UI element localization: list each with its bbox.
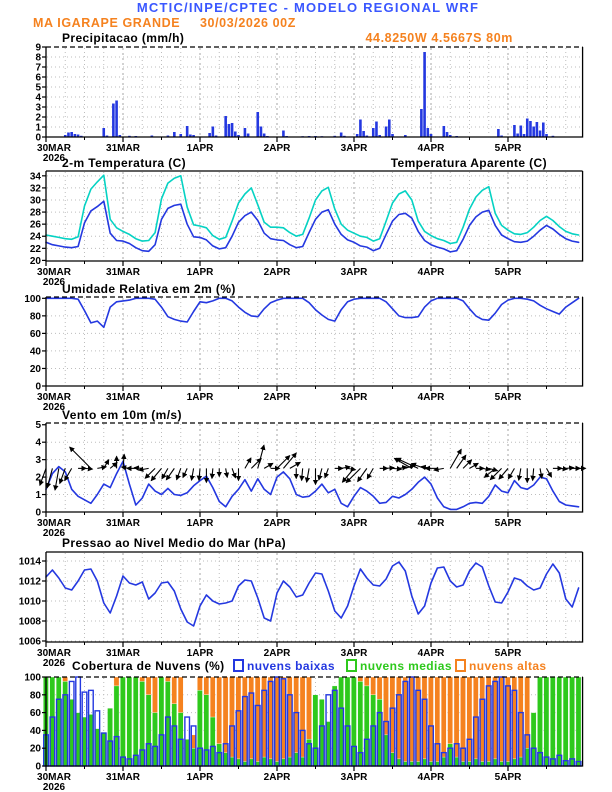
y-tick-label: 20 (29, 363, 41, 375)
cloud-bar-mid (569, 677, 574, 766)
model-run-datetime: 30/03/2026 00Z (200, 16, 296, 30)
x-tick-label: 4APR (417, 518, 445, 529)
precip-bar (526, 119, 529, 138)
wind-arrow (191, 468, 193, 480)
y-tick-label: 8 (35, 52, 41, 64)
x-tick-label: 2APR (263, 772, 291, 783)
y-tick-label: 5 (35, 420, 41, 432)
x-tick-label: 2APR (263, 392, 291, 403)
wind-arrow (325, 468, 328, 477)
x-tick-label: 30MAR (37, 143, 71, 154)
precip-bar (532, 127, 535, 138)
precip-bar (234, 132, 237, 138)
y-tick-label: 0 (35, 761, 41, 773)
precip-bar (212, 127, 215, 138)
precip-bar (385, 127, 388, 138)
wind-arrow (277, 456, 290, 469)
x-tick-label: 3APR (340, 518, 368, 529)
precip-bar (359, 120, 362, 138)
x-axis-year-label: 2026 (42, 277, 66, 288)
wind-arrow (134, 468, 142, 469)
y-tick-label: 60 (29, 708, 41, 720)
wind-arrow (47, 468, 52, 487)
precip-bar (542, 123, 545, 138)
x-axis-year-label: 2026 (42, 402, 66, 413)
precip-bar (282, 131, 285, 138)
series-line (46, 298, 579, 327)
x-tick-label: 2APR (263, 143, 291, 154)
precip-bar (420, 109, 423, 137)
precip-bar (186, 126, 189, 137)
precip-bar (388, 120, 391, 138)
y-tick-label: 9 (35, 42, 41, 54)
cloud-bar-mid (127, 677, 132, 766)
y-tick-label: 40 (29, 346, 41, 358)
x-tick-label: 4APR (417, 143, 445, 154)
precip-bar (112, 104, 115, 138)
y-tick-label: 1008 (18, 616, 41, 628)
y-tick-label: 32 (29, 183, 41, 195)
series-line (46, 562, 579, 626)
y-tick-label: 1012 (18, 576, 41, 588)
precip-bar (497, 129, 500, 137)
cloud-bar-mid (133, 677, 138, 766)
y-tick-label: 3 (35, 455, 41, 467)
y-tick-label: 1014 (18, 556, 41, 568)
y-tick-label: 100 (24, 672, 41, 684)
y-tick-label: 20 (29, 743, 41, 755)
series-line (46, 461, 579, 509)
y-tick-label: 40 (29, 725, 41, 737)
legend-label-low-clouds: nuvens baixas (247, 659, 335, 673)
y-tick-label: 1 (35, 490, 41, 502)
y-tick-label: 7 (35, 62, 41, 74)
wind-arrow (226, 468, 228, 477)
x-axis-year-label: 2026 (42, 153, 66, 164)
precip-bar (375, 122, 378, 138)
x-tick-label: 31MAR (106, 143, 140, 154)
panel-title-humidity: Umidade Relativa em 2m (%) (62, 282, 236, 296)
precip-bar (362, 131, 365, 137)
cloud-bar-mid (576, 677, 581, 766)
wind-arrow (463, 460, 471, 468)
y-tick-label: 100 (24, 293, 41, 305)
wind-arrow (70, 447, 91, 468)
legend-swatch-mid-clouds-icon (347, 660, 356, 671)
panel-title-clouds: Cobertura de Nuvens (%) (72, 659, 225, 673)
y-tick-label: 4 (35, 92, 41, 104)
y-tick-label: 1006 (18, 636, 41, 648)
wind-arrow (450, 449, 461, 468)
x-axis-year-label: 2026 (42, 658, 66, 669)
x-tick-label: 30MAR (37, 648, 71, 659)
x-tick-label: 3APR (340, 267, 368, 278)
x-axis-year-label: 2026 (42, 782, 66, 792)
wind-arrow (519, 468, 521, 480)
precip-bar (67, 133, 70, 138)
y-tick-label: 1 (35, 122, 41, 134)
wind-arrow (177, 468, 181, 479)
y-tick-label: 34 (29, 171, 41, 183)
wind-arrow (212, 468, 213, 478)
precip-bar (536, 122, 539, 137)
y-tick-label: 4 (35, 437, 41, 449)
x-tick-label: 31MAR (106, 392, 140, 403)
wind-arrow (110, 463, 117, 469)
wind-arrow (307, 468, 309, 482)
precip-bar (426, 128, 429, 137)
precip-bar (228, 124, 231, 137)
wind-arrow (348, 468, 356, 469)
precip-bar (340, 133, 343, 138)
wind-arrow (199, 468, 200, 480)
legend-swatch-high-clouds-icon (456, 660, 465, 671)
y-tick-label: 5 (35, 82, 41, 94)
panel-title-precipitation: Precipitacao (mm/h) (62, 31, 185, 45)
x-tick-label: 4APR (417, 392, 445, 403)
y-tick-label: 0 (35, 132, 41, 144)
wind-arrow (232, 468, 235, 477)
y-tick-label: 60 (29, 328, 41, 340)
x-tick-label: 31MAR (106, 772, 140, 783)
y-tick-label: 6 (35, 72, 41, 84)
y-tick-label: 0 (35, 381, 41, 393)
precip-bar (539, 131, 542, 138)
series-line (46, 175, 579, 243)
station-name: MA IGARAPE GRANDE (33, 16, 181, 30)
cloud-bar-mid (563, 677, 568, 766)
legend-label-high-clouds: nuvens altas (469, 659, 547, 673)
x-tick-label: 5APR (494, 143, 522, 154)
wind-arrow (264, 463, 273, 468)
y-tick-label: 26 (29, 219, 41, 231)
page-title: MCTIC/INPE/CPTEC - MODELO REGIONAL WRF (136, 0, 480, 15)
x-tick-label: 3APR (340, 772, 368, 783)
y-tick-label: 80 (29, 690, 41, 702)
wind-arrow (258, 445, 264, 468)
wind-arrow (85, 468, 93, 469)
wind-arrow (533, 468, 534, 480)
panel-frame (46, 171, 583, 261)
y-tick-label: 20 (29, 255, 41, 267)
panel-title-temperature: 2-m Temperatura (C) (62, 156, 187, 170)
precip-bar (231, 123, 234, 137)
x-tick-label: 30MAR (37, 267, 71, 278)
x-tick-label: 5APR (494, 392, 522, 403)
wind-arrow (290, 462, 300, 468)
panel-title-apparent-temperature: Temperatura Aparente (C) (390, 156, 547, 170)
y-tick-label: 28 (29, 207, 41, 219)
precip-bar (529, 121, 532, 137)
x-tick-label: 2APR (263, 518, 291, 529)
x-tick-label: 4APR (417, 267, 445, 278)
precip-bar (70, 132, 73, 137)
y-tick-label: 2 (35, 112, 41, 124)
x-tick-label: 1APR (186, 392, 214, 403)
x-tick-label: 1APR (186, 143, 214, 154)
precip-bar (173, 132, 176, 137)
wind-arrow (55, 468, 59, 490)
cloud-bar-mid (550, 677, 555, 766)
precip-bar (423, 52, 426, 137)
wind-arrow (104, 460, 109, 469)
legend-label-mid-clouds: nuvens medias (360, 659, 452, 673)
station-coordinates: 44.8250W 4.5667S 80m (365, 31, 513, 45)
precip-bar (244, 128, 247, 137)
x-tick-label: 31MAR (106, 648, 140, 659)
precip-bar (115, 101, 118, 138)
panel-title-wind: Vento em 10m (m/s) (62, 408, 182, 422)
x-tick-label: 5APR (494, 267, 522, 278)
wind-arrow (470, 463, 479, 468)
x-tick-label: 5APR (494, 772, 522, 783)
precip-bar (102, 128, 105, 137)
panel-frame (46, 297, 583, 386)
y-tick-label: 0 (35, 507, 41, 519)
precip-bar (513, 125, 516, 137)
precip-bar (446, 132, 449, 137)
y-tick-label: 24 (29, 231, 41, 243)
precip-bar (520, 126, 523, 138)
x-tick-label: 2APR (263, 267, 291, 278)
x-tick-label: 1APR (186, 267, 214, 278)
panel-title-pressure: Pressao ao Nivel Medio do Mar (hPa) (62, 536, 287, 550)
precip-bar (260, 127, 263, 138)
y-tick-label: 2 (35, 472, 41, 484)
wind-arrow (367, 468, 373, 478)
panel-frame (46, 552, 583, 642)
y-tick-label: 30 (29, 195, 41, 207)
x-tick-label: 5APR (494, 518, 522, 529)
x-tick-label: 30MAR (37, 518, 71, 529)
y-tick-label: 3 (35, 102, 41, 114)
x-tick-label: 4APR (417, 772, 445, 783)
x-tick-label: 3APR (340, 392, 368, 403)
x-tick-label: 31MAR (106, 267, 140, 278)
x-tick-label: 5APR (494, 648, 522, 659)
x-tick-label: 1APR (186, 772, 214, 783)
precip-bar (256, 112, 259, 137)
x-axis-year-label: 2026 (42, 528, 66, 539)
wind-arrow (547, 468, 552, 477)
x-tick-label: 31MAR (106, 518, 140, 529)
x-tick-label: 30MAR (37, 772, 71, 783)
legend-swatch-low-clouds-icon (234, 660, 243, 671)
panel-frame (46, 47, 583, 137)
cloud-bar-mid (557, 677, 562, 766)
wind-arrow (145, 468, 155, 478)
precip-bar (443, 126, 446, 137)
wind-arrow (302, 468, 303, 480)
y-tick-label: 1010 (18, 596, 41, 608)
cloud-bar-mid (120, 677, 125, 766)
x-tick-label: 4APR (417, 648, 445, 659)
cloud-bar-mid (544, 677, 549, 766)
x-tick-label: 1APR (186, 648, 214, 659)
wind-arrow (183, 468, 187, 477)
wind-arrow (319, 468, 322, 480)
y-tick-label: 80 (29, 311, 41, 323)
x-tick-label: 30MAR (37, 392, 71, 403)
x-tick-label: 2APR (263, 648, 291, 659)
precip-bar (372, 128, 375, 137)
x-tick-label: 3APR (340, 143, 368, 154)
precip-bar (224, 116, 227, 137)
x-tick-label: 1APR (186, 518, 214, 529)
x-tick-label: 3APR (340, 648, 368, 659)
y-tick-label: 22 (29, 243, 41, 255)
